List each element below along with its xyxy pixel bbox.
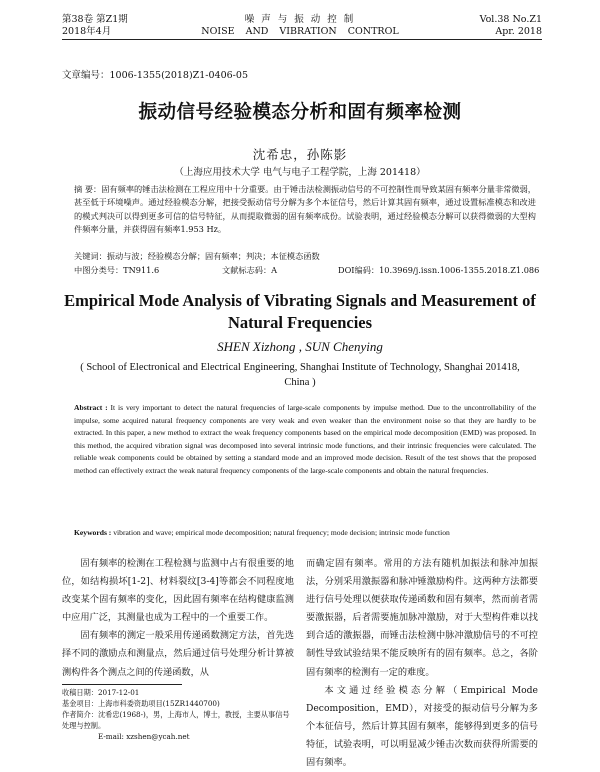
keywords-en: vibration and wave; empirical mode decomposition; natural frequency; mode decision; intrinsic mode function [113,528,450,537]
received-date: 收稿日期：2017-12-01 [62,688,140,697]
doi: DOI编码：10.3969/j.issn.1006-1355.2018.Z1.086 [338,265,540,275]
footnote-rule [62,684,182,685]
abstract-en: It is very important to detect the natural frequencies of large-scale components by impulse method. Due to the uncontrollability of the impulse, some acquired natural frequency components are very weak and even weaker than the environment noise so that they are hardly to be extracted. In this paper, a new method to extract the weak frequency components based on the empirical mode decomposition (EMD) was proposed. In this method, the acquired vibration signal was decomposed into several intrinsic mode functions, and their intrinsic frequencies were calculated. The reliable weak components could be obtained by setting a standard mode and an improved mode decision. Result of the test shows that the proposed method can effectively extract the weak natural frequency components of the large-scale components and obtain the natural frequencies. [74,403,537,475]
author-bio: 作者简介：沈希忠(1968-)，男，上海市人，博士，教授，主要从事信号处理与控制。 [62,709,290,730]
title-en: Empirical Mode Analysis of Vibrating Signals and Measurement of Natural Frequencies [64,291,536,332]
keywords-en-block [74,527,536,540]
affiliation-cn: （上海应用技术大学 电气与电子工程学院，上海 201418） [174,167,426,178]
title-cn: 振动信号经验模态分析和固有频率检测 [138,102,462,123]
article-number: 文章编号：1006-1355(2018)Z1-0406-05 [62,70,248,81]
abstract-en-label: Abstract : [74,403,108,412]
keywords-en-label: Keywords : [74,528,112,537]
abstract-cn: 摘 要：固有频率的锤击法检测在工程应用中十分重要。由于锤击法检测振动信号的不可控制性而导致某固有频率分量非常微弱，甚至低于环境噪声。通过经验模态分解，把接受振动信号分解为多个本征信号，然后计算其固有频率，通过设置标准模态和改进的模式判决可以得到更多可信的信号特征，从而提取微弱的固有频率成份。试验表明，通过经验模态分解可以获得微弱的大型构件频率分量，并获得固有频率1.953 Hz。 [74,184,536,234]
journal-name-en: NOISE AND VIBRATION CONTROL [201,26,399,37]
authors-en: SHEN Xizhong , SUN Chenying [217,339,383,354]
affiliation-en: ( School of Electronical and Electrical Engineering, Shanghai Institute of Technology, Shanghai 201418, China ) [80,362,520,388]
body-left-column [62,555,294,682]
authors-cn: 沈希忠，孙陈影 [252,147,348,162]
header-rule [62,39,542,40]
keywords-cn: 关键词：振动与波；经验模态分解；固有频率；判决；本征模态函数 [74,251,320,261]
author-email: E-mail: xzshen@ycah.net [98,731,190,741]
abstract-en-block [74,402,536,478]
body-paragraph: 固有频率的检测在工程检测与监测中占有很重要的地位，如结构损坏[1-2]、材料裂纹[3-4]等都会不同程度地改变某个固有频率的变化，因此固有频率在结构健康监测中应用广泛，其测量也成为工程中的一个重要工作。 [62,558,294,624]
journal-name-cn: 噪 声 与 振 动 控 制 [244,14,356,25]
document-code: 文献标志码：A [222,265,278,275]
publication-date-en: Apr. 2018 [495,26,542,37]
body-paragraph: 固有频率的测定一般采用传递函数测定方法，首先选择不同的激励点和测量点，然后通过信号处理分析计算被测构件各个测点之间的传递函数，从 [62,630,294,678]
body-paragraph: 本文通过经验模态分解（Empirical Mode Decomposition，EMD），对接受的振动信号分解为多个本征信号，然后计算其固有频率，能够得到更多的信号特征，试验表明，可以明显减少锤击次数而获得所需要的固有频率。 [306,684,538,769]
volume-issue: 第38卷 第Z1期 [62,14,128,25]
footnotes [62,688,296,743]
body-paragraph: 而确定固有频率。常用的方法有随机加振法和脉冲加振法，分别采用激振器和脉冲锤激励构件。这两种方法都要进行信号处理以便获取传递函数和固有频率，然而前者需要激振器，后者需要施加脉冲激励，对于大型构件难以找到合适的激振器，而锤击法检测中脉冲激励信号的不可控制性导致试验结果不能反映所有的固有频率。总之，各阶固有频率的检测有一定的难度。 [306,558,538,678]
body-right-column [306,555,538,772]
publication-date: 2018年4月 [62,26,112,37]
clc-number: 中图分类号：TN911.6 [74,265,160,275]
fund-info: 基金项目：上海市科委资助项目(15ZR1440700) [62,698,220,708]
volume-issue-en: Vol.38 No.Z1 [479,14,542,25]
